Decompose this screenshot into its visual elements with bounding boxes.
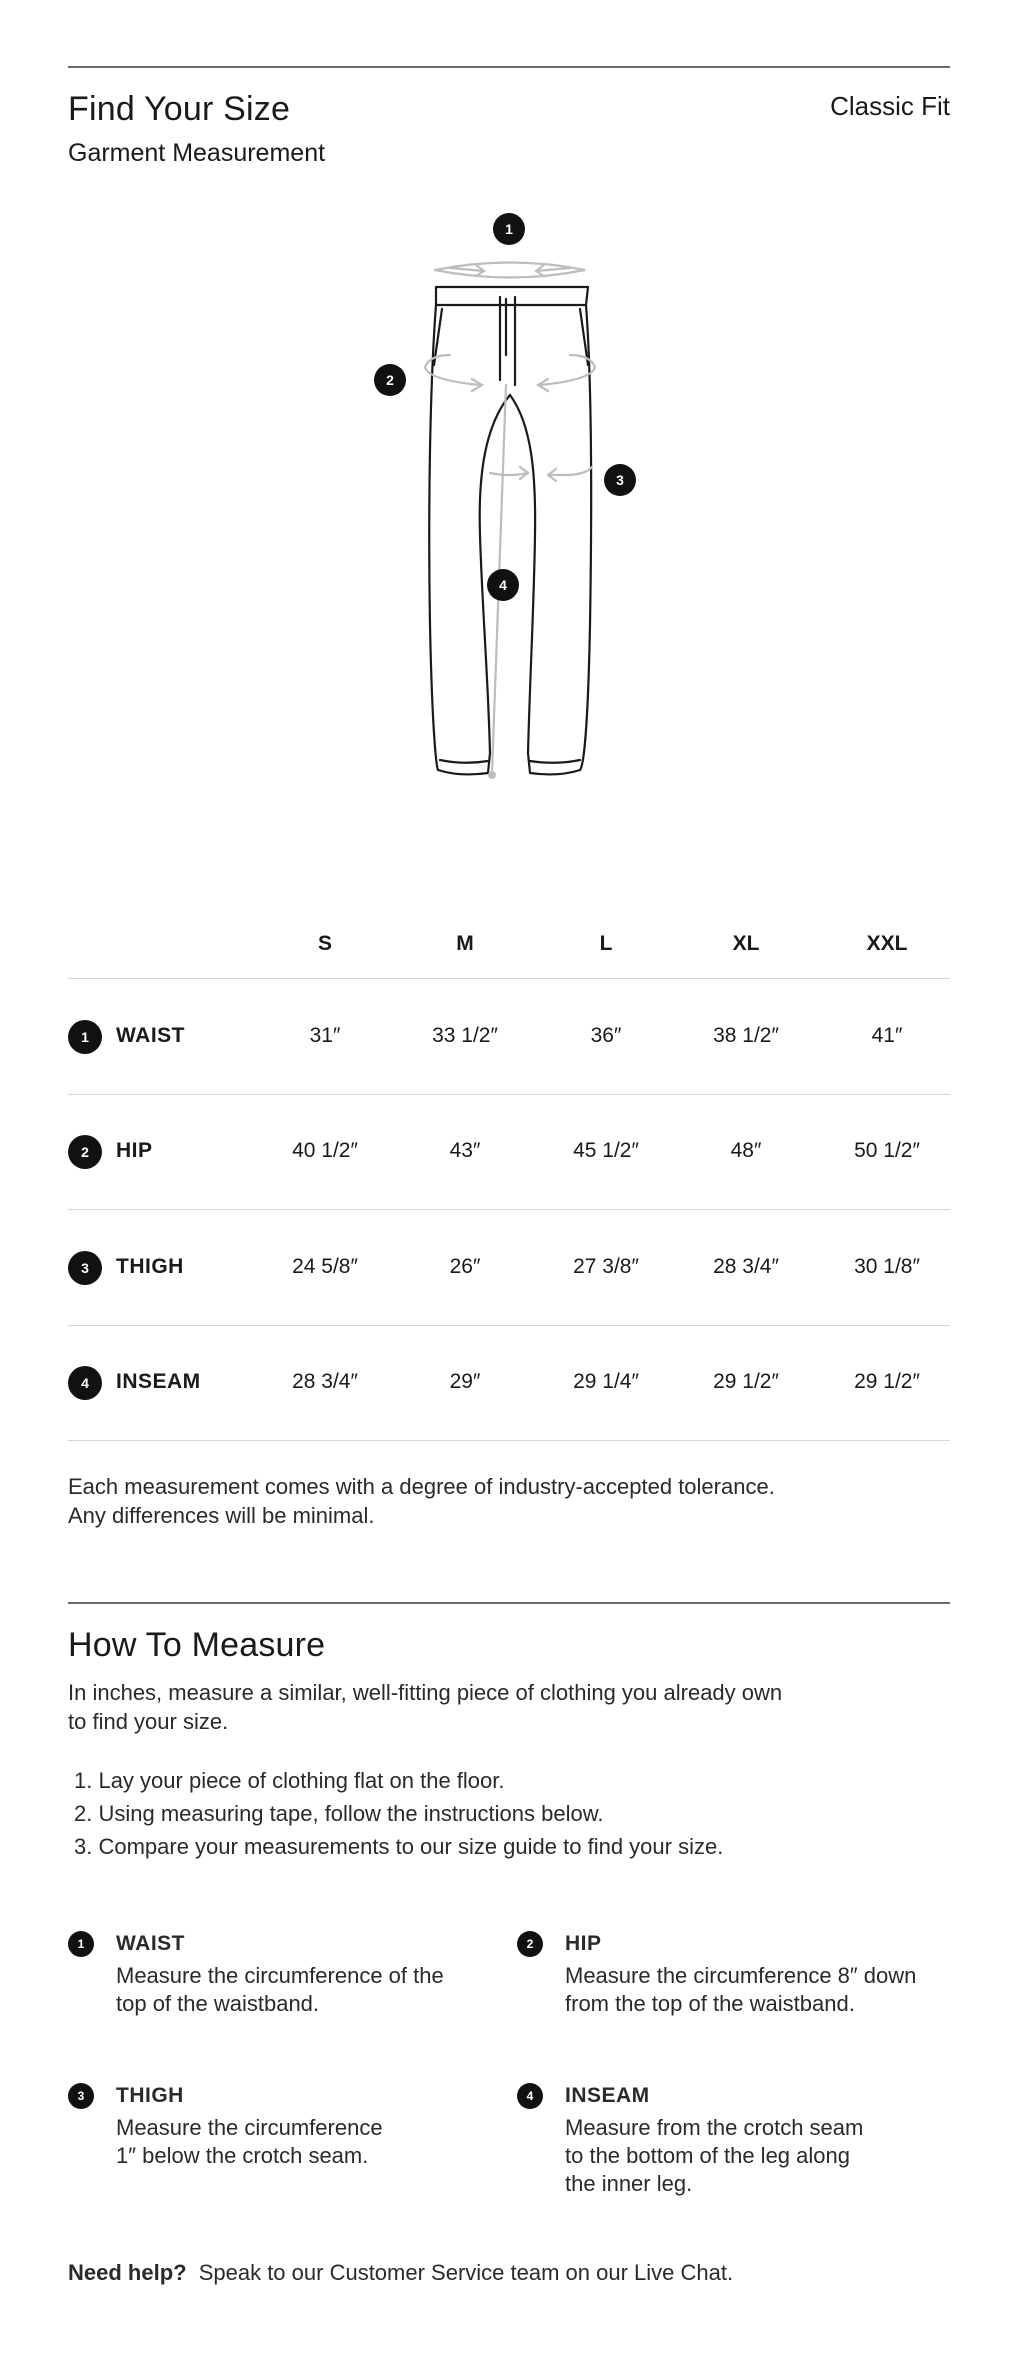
badge-2: 2 bbox=[68, 1135, 102, 1169]
table-cell: 31″ bbox=[309, 1024, 341, 1047]
size-header-m: M bbox=[456, 932, 474, 955]
help-label: Need help? bbox=[68, 2260, 187, 2285]
how-to-intro bbox=[68, 1678, 782, 1736]
table-divider bbox=[68, 978, 950, 979]
table-cell: 27 3/8″ bbox=[573, 1255, 639, 1278]
table-cell: 29 1/2″ bbox=[854, 1370, 920, 1393]
how-to-title: How To Measure bbox=[68, 1626, 326, 1664]
table-cell: 45 1/2″ bbox=[573, 1139, 639, 1162]
help-footer bbox=[68, 2260, 733, 2286]
table-divider bbox=[68, 1440, 950, 1441]
measure-text-inseam bbox=[565, 2114, 945, 2198]
list-item: 1. Lay your piece of clothing flat on the floor. bbox=[74, 1768, 505, 1793]
row-label-thigh: THIGH bbox=[116, 1255, 184, 1278]
table-cell: 29 1/2″ bbox=[713, 1370, 779, 1393]
table-cell: 43″ bbox=[449, 1139, 481, 1162]
table-cell: 26″ bbox=[449, 1255, 481, 1278]
table-cell: 29 1/4″ bbox=[573, 1370, 639, 1393]
marker-3: 3 bbox=[616, 472, 624, 488]
table-cell: 28 3/4″ bbox=[713, 1255, 779, 1278]
table-cell: 30 1/8″ bbox=[854, 1255, 920, 1278]
badge-3: 3 bbox=[68, 2083, 94, 2109]
table-cell: 29″ bbox=[449, 1370, 481, 1393]
row-label-waist: WAIST bbox=[116, 1024, 185, 1047]
measure-line: top of the waistband. bbox=[116, 1991, 320, 2016]
measure-line: Measure the circumference of the bbox=[116, 1963, 444, 1988]
size-header-s: S bbox=[317, 932, 332, 955]
measure-line: Measure the circumference bbox=[116, 2115, 383, 2140]
measure-line: 1″ below the crotch seam. bbox=[116, 2143, 369, 2168]
table-cell: 40 1/2″ bbox=[292, 1139, 358, 1162]
page-title: Find Your Size bbox=[68, 90, 291, 128]
table-divider bbox=[68, 1094, 950, 1095]
top-divider bbox=[68, 66, 950, 68]
badge-1: 1 bbox=[68, 1931, 94, 1957]
measure-title-waist: WAIST bbox=[116, 1932, 185, 1955]
tolerance-line-1: Each measurement comes with a degree of industry-accepted tolerance. bbox=[68, 1474, 775, 1499]
badge-4: 4 bbox=[68, 1366, 102, 1400]
size-header-l: L bbox=[599, 932, 613, 955]
measure-line: from the top of the waistband. bbox=[565, 1991, 855, 2016]
help-text[interactable]: Speak to our Customer Service team on our Live Chat. bbox=[198, 2260, 734, 2285]
measure-text-waist bbox=[116, 1962, 496, 2018]
table-divider bbox=[68, 1325, 950, 1326]
measure-text-thigh bbox=[116, 2114, 496, 2170]
table-cell: 38 1/2″ bbox=[713, 1024, 779, 1047]
pants-diagram bbox=[360, 205, 660, 795]
list-item: 2. Using measuring tape, follow the instructions below. bbox=[74, 1801, 604, 1826]
marker-4: 4 bbox=[499, 577, 507, 593]
table-divider bbox=[68, 1209, 950, 1210]
measure-line: Measure from the crotch seam bbox=[565, 2115, 864, 2140]
list-item: 3. Compare your measurements to our size guide to find your size. bbox=[74, 1834, 724, 1859]
measure-line: Measure the circumference 8″ down bbox=[565, 1963, 917, 1988]
measure-title-thigh: THIGH bbox=[116, 2084, 184, 2107]
tolerance-note bbox=[68, 1472, 775, 1530]
measure-line: the inner leg. bbox=[565, 2171, 693, 2196]
measure-line: to the bottom of the leg along bbox=[565, 2143, 850, 2168]
marker-2: 2 bbox=[386, 372, 394, 388]
marker-1: 1 bbox=[505, 221, 513, 237]
table-cell: 36″ bbox=[590, 1024, 622, 1047]
tolerance-line-2: Any differences will be minimal. bbox=[68, 1503, 375, 1528]
intro-line-1: In inches, measure a similar, well-fitting piece of clothing you already own bbox=[68, 1680, 783, 1705]
badge-1: 1 bbox=[68, 1020, 102, 1054]
size-header-xxl: XXL bbox=[866, 932, 908, 955]
table-cell: 33 1/2″ bbox=[432, 1024, 498, 1047]
badge-3: 3 bbox=[68, 1251, 102, 1285]
table-cell: 24 5/8″ bbox=[292, 1255, 358, 1278]
section-divider bbox=[68, 1602, 950, 1604]
fit-label: Classic Fit bbox=[830, 91, 950, 121]
table-cell: 48″ bbox=[730, 1139, 762, 1162]
table-cell: 41″ bbox=[871, 1024, 903, 1047]
row-label-inseam: INSEAM bbox=[116, 1370, 201, 1393]
badge-2: 2 bbox=[517, 1931, 543, 1957]
size-header-xl: XL bbox=[732, 932, 760, 955]
badge-4: 4 bbox=[517, 2083, 543, 2109]
table-cell: 50 1/2″ bbox=[854, 1139, 920, 1162]
intro-line-2: to find your size. bbox=[68, 1709, 229, 1734]
measure-text-hip bbox=[565, 1962, 945, 2018]
page-subtitle: Garment Measurement bbox=[68, 139, 326, 167]
table-cell: 28 3/4″ bbox=[292, 1370, 358, 1393]
measure-title-inseam: INSEAM bbox=[565, 2084, 650, 2107]
measure-title-hip: HIP bbox=[565, 1932, 602, 1955]
row-label-hip: HIP bbox=[116, 1139, 153, 1162]
